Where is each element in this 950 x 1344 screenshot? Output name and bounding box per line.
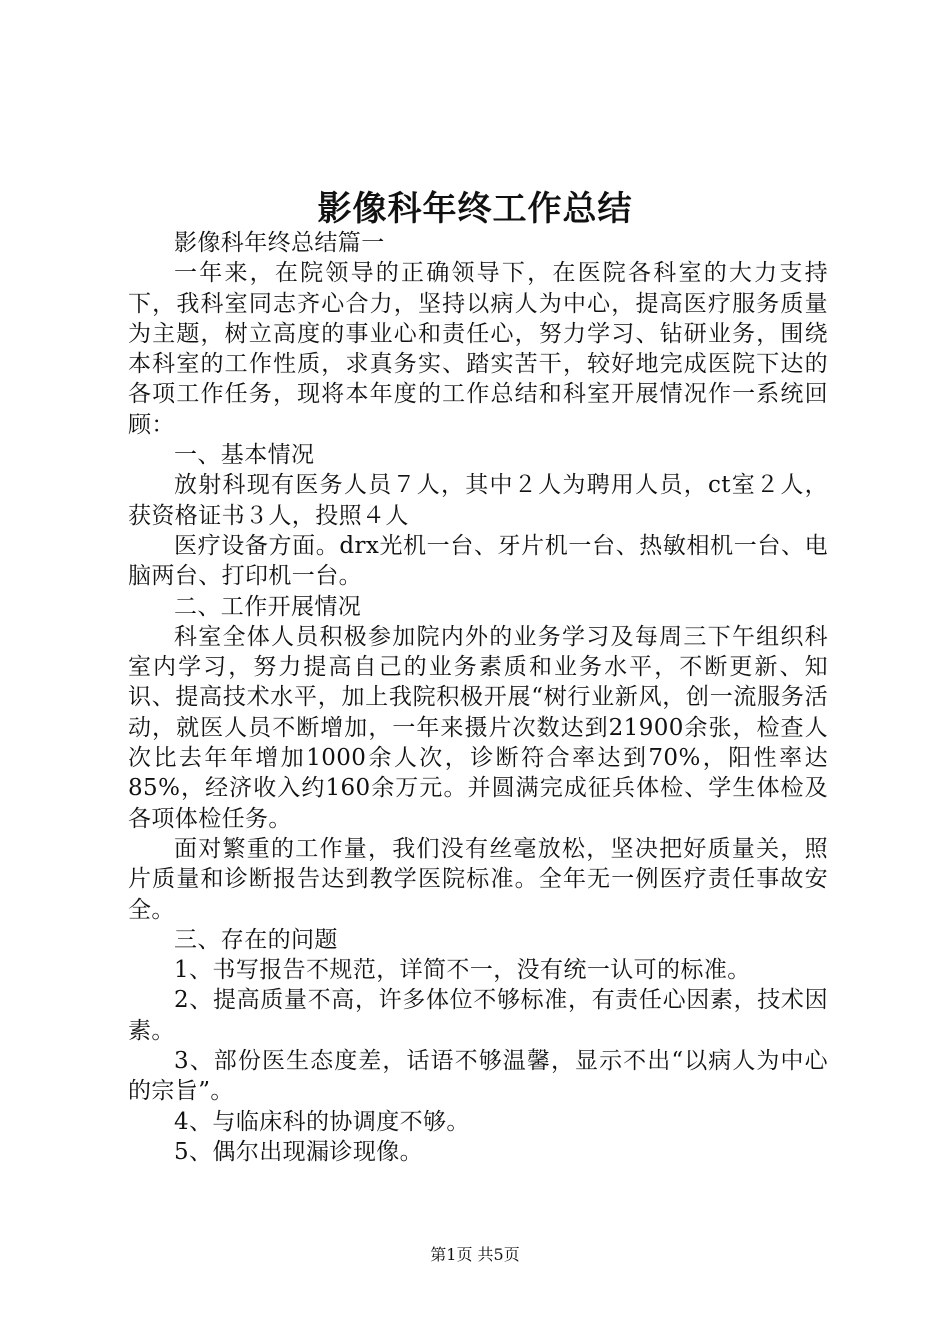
section-heading: 二、工作开展情况 bbox=[174, 593, 362, 620]
list-item: 4、与临床科的协调度不够。 bbox=[174, 1108, 470, 1135]
list-item: 2、提高质量不高，许多体位不够标准，有责任心因素，技术因素。 bbox=[128, 987, 828, 1044]
section-heading: 三、存在的问题 bbox=[174, 926, 338, 953]
list-item: 5、偶尔出现漏诊现像。 bbox=[174, 1138, 424, 1165]
document-body bbox=[128, 228, 828, 1167]
page-number-footer: 第1页 共5页 bbox=[430, 1245, 520, 1264]
document-title: 影像科年终工作总结 bbox=[317, 189, 633, 229]
section-heading: 一、基本情况 bbox=[174, 442, 315, 469]
paragraph: 放射科现有医务人员７人，其中２人为聘用人员，ct室２人，获资格证书３人，投照４人 bbox=[128, 472, 828, 529]
list-item: 1、书写报告不规范，详简不一，没有统一认可的标准。 bbox=[174, 957, 751, 984]
section-heading: 影像科年终总结篇一 bbox=[174, 230, 385, 256]
paragraph: 一年来，在院领导的正确领导下，在医院各科室的大力支持下，我科室同志齐心合力，坚持以病人为中心，提高医疗服务质量为主题，树立高度的事业心和责任心，努力学习、钻研业务，围绕本科室的工作性质，求真务实、踏实苦干，较好地完成医院下达的各项工作任务，现将本年度的工作总结和科室开展情况作一系统回顾： bbox=[128, 260, 828, 438]
paragraph: 科室全体人员积极参加院内外的业务学习及每周三下午组织科室内学习，努力提高自己的业务素质和业务水平，不断更新、知识、提高技术水平，加上我院积极开展“树行业新风，创一流服务活动，就医人员不断增加，一年来摄片次数达到21900余张，检查人次比去年年增加1000余人次，诊断符合率达到70%，阳性率达85%，经济收入约160余万元。并圆满完成征兵体检、学生体检及各项体检任务。 bbox=[128, 623, 828, 832]
list-item: 3、部份医生态度差，话语不够温馨，显示不出“以病人为中心的宗旨”。 bbox=[128, 1048, 828, 1105]
paragraph: 面对繁重的工作量，我们没有丝毫放松，坚决把好质量关，照片质量和诊断报告达到教学医院标准。全年无一例医疗责任事故安全。 bbox=[128, 835, 828, 923]
paragraph: 医疗设备方面。drx光机一台、牙片机一台、热敏相机一台、电脑两台、打印机一台。 bbox=[128, 532, 828, 590]
